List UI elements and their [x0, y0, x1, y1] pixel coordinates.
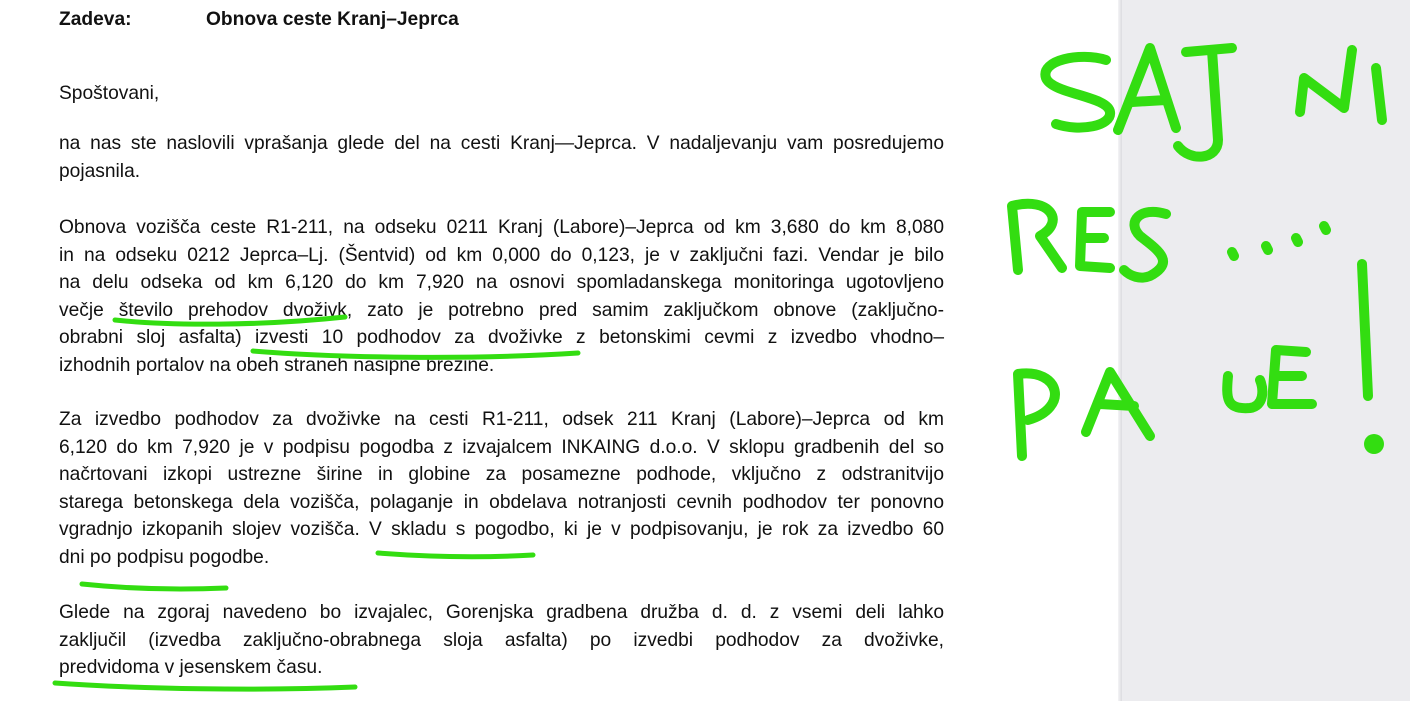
paragraph-line: načrtovani izkopi ustrezne širine in globine za posamezne podhode, vključno z odstranitvijo — [59, 464, 944, 485]
paragraph-line: večje število prehodov dvoživk, zato je potrebno pred samim zaključkom obnove (zaključno- — [59, 299, 944, 321]
paragraph-line: Za izvedbo podhodov za dvoživke na cesti R1-211, odsek 211 Kranj (Labore)–Jeprca od km — [59, 409, 944, 430]
paragraph-line: vgradnjo izkopanih slojev vozišča. V skladu s pogodbo, ki je v podpisovanju, je rok za izvedbo 60 — [59, 519, 944, 540]
paragraph-line: izhodnih portalov na obeh straneh nasipne brežine. — [59, 354, 495, 376]
paragraph-line: 6,120 do km 7,920 je v podpisu pogodba z izvajalcem INKAING d.o.o. V sklopu gradbenih del so — [59, 436, 944, 458]
paragraph-line: Obnova vozišča ceste R1-211, na odseku 0211 Kranj (Labore)–Jeprca od km 3,680 do km 8,080 — [59, 217, 944, 238]
paragraph-line: na delu odseka od km 6,120 do km 7,920 na osnovi spomladanskega monitoringa ugotovljeno — [59, 272, 944, 293]
paragraph-line: obrabni sloj asfalta) izvesti 10 podhodov za dvoživke z betonskimi cevmi z izvedbo vhodno– — [59, 327, 944, 348]
paragraph-line: starega betonskega dela vozišča, polaganje in obdelava notranjosti cevnih podhodov ter ponovno — [59, 491, 944, 513]
paragraph-line: Glede na zgoraj navedeno bo izvajalec, Gorenjska gradbena družba d. d. z vsemi deli lahko — [59, 602, 944, 623]
subject-text: Obnova ceste Kranj–Jeprca — [206, 9, 459, 30]
paragraph-line: na nas ste naslovili vprašanja glede del na cesti Kranj—Jeprca. V nadaljevanju vam posredujemo — [59, 133, 944, 154]
paragraph-line: pojasnila. — [59, 160, 141, 182]
paragraph-line: in na odseku 0212 Jeprca–Lj. (Šentvid) od km 0,000 do 0,123, je v zaključni fazi. Vendar je bilo — [59, 244, 944, 266]
subject-label: Zadeva: — [59, 9, 132, 30]
paragraph-line: zaključil (izvedba zaključno-obrabnega sloja asfalta) po izvedbi podhodov za dvoživke, — [59, 629, 944, 651]
paragraph-line: dni po podpisu pogodbe. — [59, 546, 270, 568]
greeting-text: Spoštovani, — [59, 83, 160, 104]
paragraph-line: predvidoma v jesenskem času. — [59, 657, 323, 678]
